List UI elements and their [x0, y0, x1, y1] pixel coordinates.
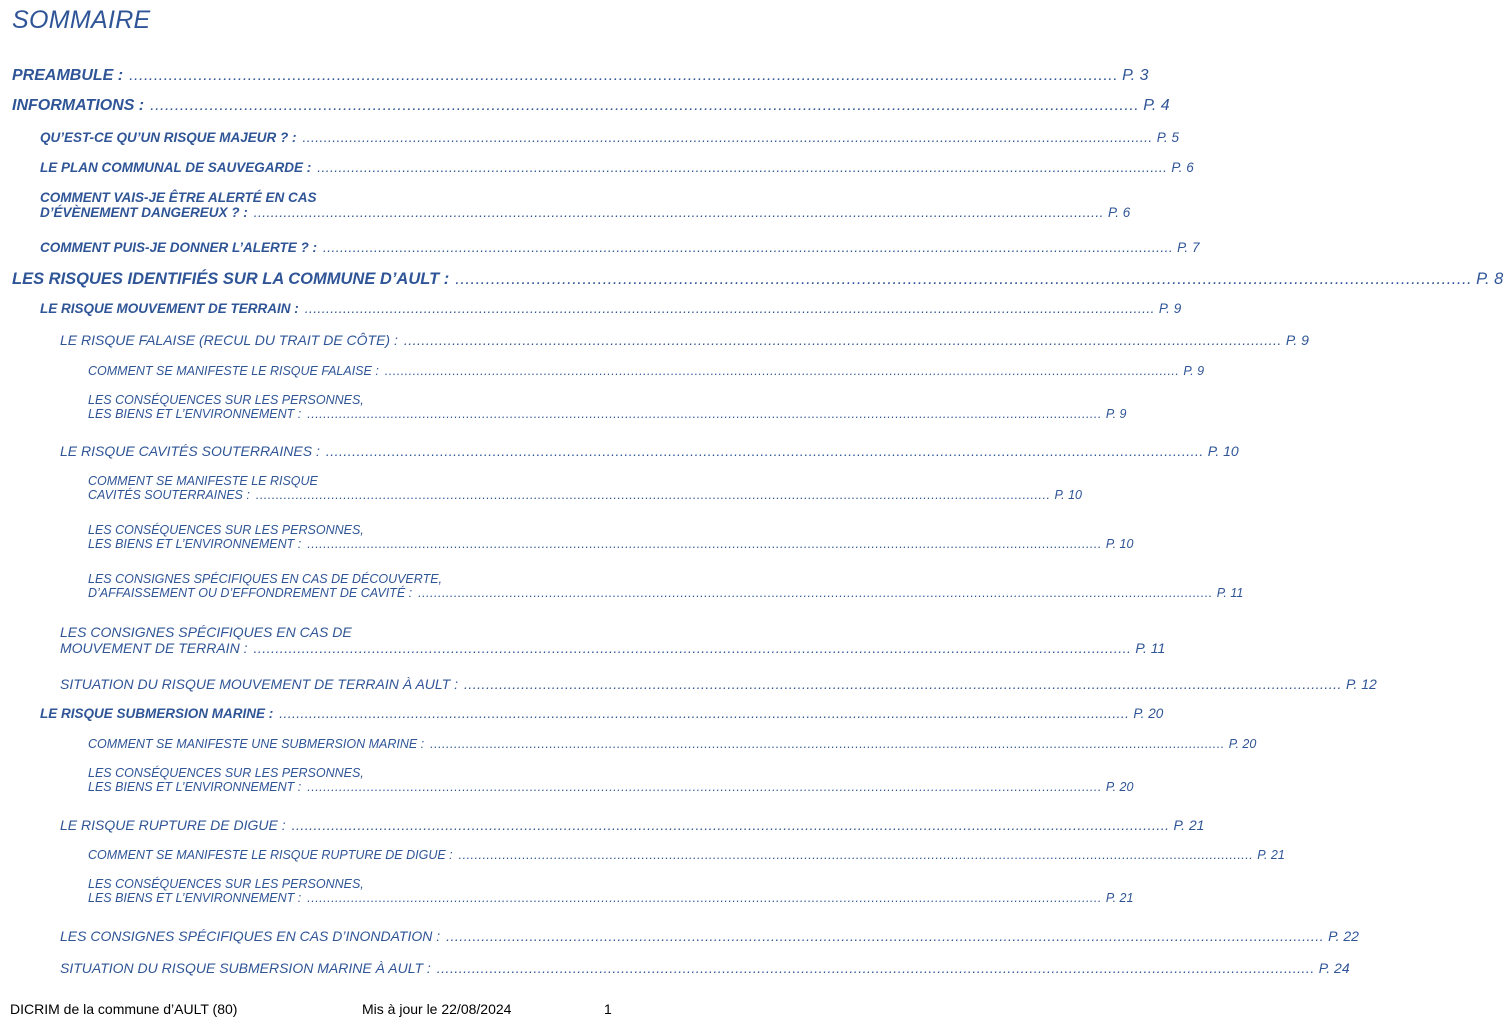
toc-entry-title: LES CONSIGNES SPÉCIFIQUES EN CAS D’INONDATION :: [60, 928, 441, 944]
toc-entry[interactable]: [88, 877, 1134, 905]
dot-leader: ........................................................................................................................................................................................................: [323, 240, 1174, 255]
toc-entry[interactable]: [88, 766, 1134, 794]
toc-entry-title-line1: LES CONSÉQUENCES SUR LES PERSONNES,: [88, 523, 364, 537]
footer-page-number: 1: [604, 1001, 612, 1017]
toc-entry-page: P. 11: [1135, 640, 1166, 656]
toc-entry[interactable]: [60, 960, 1350, 976]
toc-entry[interactable]: [12, 97, 1170, 115]
dot-leader: ........................................................................................................................................................................................................: [430, 737, 1225, 751]
page-title: SOMMAIRE: [12, 6, 151, 34]
toc-entry-title: COMMENT SE MANIFESTE LE RISQUE FALAISE :: [88, 364, 379, 378]
toc-entry[interactable]: [60, 817, 1205, 833]
toc-entry-page: P. 11: [1216, 586, 1244, 600]
toc-entry[interactable]: [88, 572, 1244, 600]
toc-entry-title: LES BIENS ET L’ENVIRONNEMENT :: [88, 891, 302, 905]
toc-entry-title: CAVITÉS SOUTERRAINES :: [88, 488, 250, 502]
toc-entry[interactable]: [40, 706, 1164, 721]
toc-entry-title: LE RISQUE MOUVEMENT DE TERRAIN :: [40, 301, 299, 316]
toc-entry-title: LE PLAN COMMUNAL DE SAUVEGARDE :: [40, 160, 312, 175]
toc-entry-title: LES BIENS ET L’ENVIRONNEMENT :: [88, 780, 302, 794]
toc-entry-title-line1: LES CONSÉQUENCES SUR LES PERSONNES,: [88, 877, 364, 891]
toc-entry[interactable]: [88, 737, 1257, 751]
toc-entry-title: LE RISQUE SUBMERSION MARINE :: [40, 706, 274, 721]
toc-entry-title: INFORMATIONS :: [12, 97, 145, 114]
toc-entry-page: P. 3: [1122, 67, 1149, 84]
toc-entry-page: P. 9: [1285, 332, 1309, 348]
dot-leader: ........................................................................................................................................................................................................: [307, 891, 1102, 905]
toc-entry[interactable]: [12, 270, 1503, 289]
toc-entry-title: PREAMBULE :: [12, 67, 124, 84]
toc-entry[interactable]: [60, 624, 1166, 656]
toc-entry-page: P. 7: [1177, 240, 1200, 255]
toc-entry-title: COMMENT PUIS-JE DONNER L’ALERTE ? :: [40, 240, 318, 255]
toc-entry-page: P. 21: [1105, 891, 1134, 905]
toc-entry-page: P. 21: [1173, 817, 1205, 833]
toc-entry-page: P. 9: [1105, 407, 1127, 421]
dot-leader: ........................................................................................................................................................................................................: [458, 848, 1254, 862]
dot-leader: ........................................................................................................................................................................................................: [317, 160, 1168, 175]
toc-entry-title-line1: LES CONSÉQUENCES SUR LES PERSONNES,: [88, 766, 364, 780]
toc-entry-title: LE RISQUE CAVITÉS SOUTERRAINES :: [60, 443, 320, 459]
toc-entry-page: P. 22: [1328, 928, 1359, 944]
toc-entry-title-line1: COMMENT SE MANIFESTE LE RISQUE: [88, 474, 318, 488]
dot-leader: ........................................................................................................................................................................................................: [253, 205, 1104, 220]
toc-entry-page: P. 9: [1158, 301, 1182, 316]
dot-leader: ........................................................................................................................................................................................................: [418, 586, 1213, 600]
footer-left: DICRIM de la commune d’AULT (80): [10, 1001, 238, 1017]
dot-leader: ........................................................................................................................................................................................................: [307, 407, 1102, 421]
dot-leader: ........................................................................................................................................................................................................: [302, 130, 1153, 145]
toc-entry-title: D’ÉVÈNEMENT DANGEREUX ? :: [40, 205, 248, 220]
toc-entry[interactable]: [40, 130, 1179, 145]
toc-entry[interactable]: [88, 364, 1205, 378]
toc-entry-title: D’AFFAISSEMENT OU D’EFFONDREMENT DE CAVITÉ :: [88, 586, 413, 600]
toc-entry-page: P. 6: [1171, 160, 1194, 175]
dot-leader: ........................................................................................................................................................................................................: [403, 332, 1282, 348]
toc-entry-page: P. 6: [1107, 205, 1131, 220]
toc-entry-title: SITUATION DU RISQUE MOUVEMENT DE TERRAIN À AULT :: [60, 676, 458, 692]
toc-entry-title: LE RISQUE RUPTURE DE DIGUE :: [60, 817, 286, 833]
dot-leader: ........................................................................................................................................................................................................: [129, 67, 1119, 84]
dot-leader: ........................................................................................................................................................................................................: [325, 443, 1204, 459]
toc-entry-title: LES BIENS ET L’ENVIRONNEMENT :: [88, 537, 302, 551]
toc-entry-page: P. 20: [1133, 706, 1164, 721]
toc-entry-page: P. 12: [1345, 676, 1377, 692]
toc-entry[interactable]: [88, 474, 1083, 502]
toc-entry-page: P. 8: [1476, 270, 1503, 288]
toc-entry[interactable]: [40, 160, 1194, 175]
toc-entry-title: COMMENT SE MANIFESTE LE RISQUE RUPTURE DE DIGUE :: [88, 848, 453, 862]
toc-entry[interactable]: [88, 848, 1285, 862]
toc-entry-page: P. 21: [1257, 848, 1285, 862]
toc-entry-title: LES RISQUES IDENTIFIÉS SUR LA COMMUNE D’AULT :: [12, 270, 450, 288]
toc-entry[interactable]: [60, 928, 1359, 944]
dot-leader: ........................................................................................................................................................................................................: [446, 928, 1325, 944]
toc-entry[interactable]: [40, 240, 1200, 255]
dot-leader: ........................................................................................................................................................................................................: [455, 270, 1473, 288]
toc-entry-title: SITUATION DU RISQUE SUBMERSION MARINE À AULT :: [60, 960, 431, 976]
toc-entry-title: MOUVEMENT DE TERRAIN :: [60, 640, 248, 656]
toc-entry-page: P. 10: [1207, 443, 1239, 459]
toc-entry-page: P. 20: [1228, 737, 1257, 751]
toc-entry[interactable]: [40, 301, 1182, 316]
toc-entry-page: P. 5: [1156, 130, 1179, 145]
dot-leader: ........................................................................................................................................................................................................: [255, 488, 1051, 502]
toc-entry-title-line1: LES CONSIGNES SPÉCIFIQUES EN CAS DE DÉCOUVERTE,: [88, 572, 443, 586]
dot-leader: ........................................................................................................................................................................................................: [291, 817, 1170, 833]
toc-entry-page: P. 20: [1105, 780, 1134, 794]
toc-entry[interactable]: [12, 67, 1149, 85]
toc-entry[interactable]: [88, 523, 1134, 551]
toc-entry[interactable]: [40, 190, 1131, 220]
toc-entry-page: P. 9: [1183, 364, 1205, 378]
dot-leader: ........................................................................................................................................................................................................: [307, 537, 1102, 551]
toc-entry[interactable]: [60, 332, 1309, 348]
toc-entry-title: QU’EST-CE QU’UN RISQUE MAJEUR ? :: [40, 130, 297, 145]
dot-leader: ........................................................................................................................................................................................................: [304, 301, 1155, 316]
toc-entry-title: LES BIENS ET L’ENVIRONNEMENT :: [88, 407, 302, 421]
toc-entry-title: COMMENT SE MANIFESTE UNE SUBMERSION MARINE :: [88, 737, 425, 751]
toc-entry-title-line1: LES CONSÉQUENCES SUR LES PERSONNES,: [88, 393, 364, 407]
toc-entry-page: P. 10: [1105, 537, 1134, 551]
toc-entry-page: P. 10: [1054, 488, 1083, 502]
toc-entry-title-line1: COMMENT VAIS-JE ÊTRE ALERTÉ EN CAS: [40, 190, 317, 205]
dot-leader: ........................................................................................................................................................................................................: [384, 364, 1180, 378]
toc-entry[interactable]: [88, 393, 1127, 421]
dot-leader: ........................................................................................................................................................................................................: [464, 676, 1342, 692]
toc-entry[interactable]: [60, 443, 1239, 459]
dot-leader: ........................................................................................................................................................................................................: [436, 960, 1315, 976]
toc-entry-title-line1: LES CONSIGNES SPÉCIFIQUES EN CAS DE: [60, 624, 352, 640]
toc-entry-title: LE RISQUE FALAISE (RECUL DU TRAIT DE CÔTE) :: [60, 332, 398, 348]
dot-leader: ........................................................................................................................................................................................................: [253, 640, 1132, 656]
dot-leader: ........................................................................................................................................................................................................: [279, 706, 1130, 721]
dot-leader: ........................................................................................................................................................................................................: [150, 97, 1140, 114]
footer-center: Mis à jour le 22/08/2024: [362, 1001, 512, 1017]
toc-entry[interactable]: [60, 676, 1377, 692]
toc-entry-page: P. 4: [1143, 97, 1170, 114]
dot-leader: ........................................................................................................................................................................................................: [307, 780, 1102, 794]
toc-entry-page: P. 24: [1318, 960, 1350, 976]
